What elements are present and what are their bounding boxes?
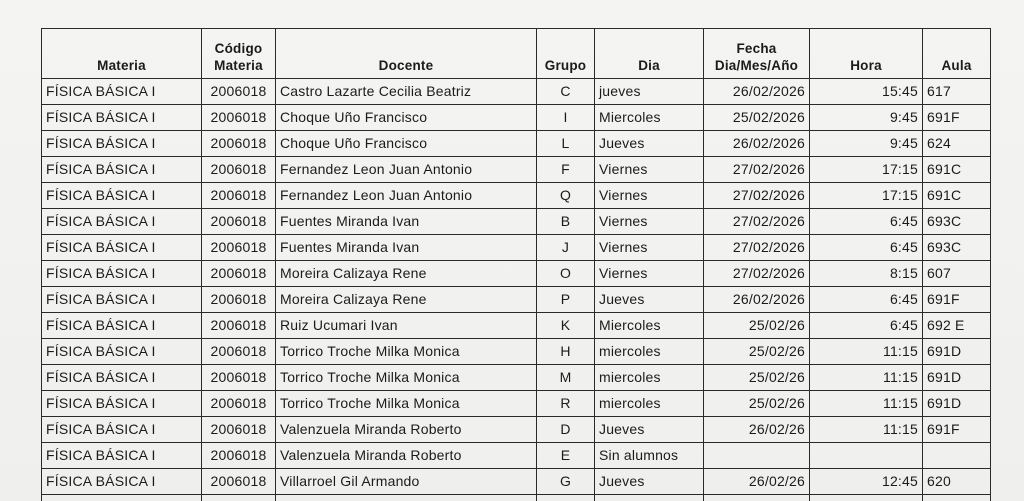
- cell-materia: FÍSICA BÁSICA I: [42, 105, 202, 131]
- table-row: [42, 391, 991, 417]
- cell-hora: 9:45: [810, 131, 923, 157]
- cell-fecha: 25/02/26: [704, 339, 810, 365]
- table-row: [42, 235, 991, 261]
- cell-hora: 6:45: [810, 287, 923, 313]
- cell-codigo: 2006018: [202, 157, 276, 183]
- table-row: [42, 131, 991, 157]
- cell-codigo: 2006018: [202, 443, 276, 469]
- cell-dia: Viernes: [595, 261, 704, 287]
- cell-codigo: 2006018: [202, 79, 276, 105]
- cell-materia: FÍSICA BÁSICA I: [42, 287, 202, 313]
- cell-grupo: R: [537, 391, 595, 417]
- cell-docente: Fernandez Leon Juan Antonio: [276, 157, 537, 183]
- cell-dia: Miercoles: [595, 313, 704, 339]
- partial-row-cut-off: [42, 495, 991, 501]
- header-fecha: [704, 29, 810, 79]
- cell-materia: FÍSICA BÁSICA I: [42, 417, 202, 443]
- cell-dia: Viernes: [595, 157, 704, 183]
- cell-dia: Jueves: [595, 287, 704, 313]
- empty-cell: [276, 495, 537, 501]
- cell-fecha: 26/02/2026: [704, 79, 810, 105]
- cell-docente: Fuentes Miranda Ivan: [276, 235, 537, 261]
- cell-aula: 691C: [923, 157, 991, 183]
- cell-grupo: O: [537, 261, 595, 287]
- table-row: [42, 105, 991, 131]
- cell-fecha: 27/02/2026: [704, 183, 810, 209]
- cell-materia: FÍSICA BÁSICA I: [42, 365, 202, 391]
- cell-grupo: H: [537, 339, 595, 365]
- cell-grupo: M: [537, 365, 595, 391]
- cell-hora: 17:15: [810, 157, 923, 183]
- cell-hora: 12:45: [810, 469, 923, 495]
- cell-codigo: 2006018: [202, 365, 276, 391]
- cell-codigo: 2006018: [202, 209, 276, 235]
- empty-cell: [923, 495, 991, 501]
- cell-materia: FÍSICA BÁSICA I: [42, 313, 202, 339]
- cell-aula: 691D: [923, 365, 991, 391]
- cell-docente: Torrico Troche Milka Monica: [276, 365, 537, 391]
- cell-fecha: 27/02/2026: [704, 235, 810, 261]
- cell-grupo: C: [537, 79, 595, 105]
- cell-fecha: 26/02/2026: [704, 131, 810, 157]
- cell-hora: 6:45: [810, 209, 923, 235]
- header-codigo: [202, 29, 276, 79]
- cell-aula: 620: [923, 469, 991, 495]
- cell-grupo: E: [537, 443, 595, 469]
- cell-docente: Castro Lazarte Cecilia Beatriz: [276, 79, 537, 105]
- cell-materia: FÍSICA BÁSICA I: [42, 131, 202, 157]
- table-row: [42, 469, 991, 495]
- cell-codigo: 2006018: [202, 105, 276, 131]
- table-row: [42, 417, 991, 443]
- header-hora: Hora: [810, 29, 923, 79]
- header-aula: Aula: [923, 29, 991, 79]
- cell-aula: 691D: [923, 339, 991, 365]
- cell-grupo: F: [537, 157, 595, 183]
- cell-hora: 8:15: [810, 261, 923, 287]
- cell-codigo: 2006018: [202, 417, 276, 443]
- empty-cell: [595, 495, 704, 501]
- cell-aula: 617: [923, 79, 991, 105]
- cell-dia: Sin alumnos: [595, 443, 704, 469]
- cell-codigo: 2006018: [202, 287, 276, 313]
- cell-materia: FÍSICA BÁSICA I: [42, 235, 202, 261]
- cell-docente: Choque Uño Francisco: [276, 105, 537, 131]
- cell-materia: FÍSICA BÁSICA I: [42, 79, 202, 105]
- header-grupo: Grupo: [537, 29, 595, 79]
- header-dia: Dia: [595, 29, 704, 79]
- header-codigo-line1: Código: [214, 41, 263, 56]
- cell-grupo: B: [537, 209, 595, 235]
- cell-aula: 607: [923, 261, 991, 287]
- cell-docente: Choque Uño Francisco: [276, 131, 537, 157]
- cell-fecha: 25/02/2026: [704, 105, 810, 131]
- cell-grupo: D: [537, 417, 595, 443]
- cell-dia: Jueves: [595, 417, 704, 443]
- cell-aula: 691D: [923, 391, 991, 417]
- cell-dia: Miercoles: [595, 105, 704, 131]
- cell-hora: 6:45: [810, 313, 923, 339]
- table-body: [42, 79, 991, 501]
- cell-dia: miercoles: [595, 339, 704, 365]
- cell-codigo: 2006018: [202, 261, 276, 287]
- cell-hora: 11:15: [810, 365, 923, 391]
- cell-fecha: 27/02/2026: [704, 157, 810, 183]
- cell-codigo: 2006018: [202, 183, 276, 209]
- cell-materia: FÍSICA BÁSICA I: [42, 469, 202, 495]
- cell-aula: 624: [923, 131, 991, 157]
- cell-aula: [923, 443, 991, 469]
- cell-docente: Torrico Troche Milka Monica: [276, 391, 537, 417]
- cell-materia: FÍSICA BÁSICA I: [42, 391, 202, 417]
- table-row: [42, 261, 991, 287]
- table-row: [42, 443, 991, 469]
- cell-fecha: 25/02/26: [704, 391, 810, 417]
- cell-dia: Viernes: [595, 235, 704, 261]
- cell-hora: 15:45: [810, 79, 923, 105]
- cell-grupo: P: [537, 287, 595, 313]
- cell-aula: 691C: [923, 183, 991, 209]
- empty-cell: [810, 495, 923, 501]
- empty-cell: [704, 495, 810, 501]
- cell-materia: FÍSICA BÁSICA I: [42, 443, 202, 469]
- cell-dia: Viernes: [595, 209, 704, 235]
- cell-aula: 691F: [923, 287, 991, 313]
- table-row: [42, 339, 991, 365]
- cell-hora: [810, 443, 923, 469]
- cell-dia: miercoles: [595, 365, 704, 391]
- cell-hora: 11:15: [810, 417, 923, 443]
- cell-hora: 11:15: [810, 339, 923, 365]
- cell-docente: Moreira Calizaya Rene: [276, 287, 537, 313]
- cell-codigo: 2006018: [202, 391, 276, 417]
- cell-docente: Fuentes Miranda Ivan: [276, 209, 537, 235]
- cell-fecha: 26/02/2026: [704, 287, 810, 313]
- cell-fecha: 25/02/26: [704, 313, 810, 339]
- cell-materia: FÍSICA BÁSICA I: [42, 183, 202, 209]
- empty-cell: [537, 495, 595, 501]
- cell-docente: Moreira Calizaya Rene: [276, 261, 537, 287]
- cell-docente: Valenzuela Miranda Roberto: [276, 443, 537, 469]
- cell-dia: miercoles: [595, 391, 704, 417]
- table-row: [42, 287, 991, 313]
- cell-dia: Jueves: [595, 131, 704, 157]
- cell-materia: FÍSICA BÁSICA I: [42, 339, 202, 365]
- cell-docente: Fernandez Leon Juan Antonio: [276, 183, 537, 209]
- cell-fecha: 27/02/2026: [704, 261, 810, 287]
- header-materia: Materia: [42, 29, 202, 79]
- cell-aula: 693C: [923, 209, 991, 235]
- cell-codigo: 2006018: [202, 313, 276, 339]
- cell-codigo: 2006018: [202, 235, 276, 261]
- cell-fecha: 27/02/2026: [704, 209, 810, 235]
- table-row: [42, 313, 991, 339]
- cell-materia: FÍSICA BÁSICA I: [42, 209, 202, 235]
- cell-dia: jueves: [595, 79, 704, 105]
- header-fecha-line1: Fecha: [736, 41, 777, 56]
- cell-hora: 9:45: [810, 105, 923, 131]
- cell-aula: 693C: [923, 235, 991, 261]
- empty-cell: [202, 495, 276, 501]
- empty-cell: [42, 495, 202, 501]
- cell-docente: Torrico Troche Milka Monica: [276, 339, 537, 365]
- cell-hora: 6:45: [810, 235, 923, 261]
- cell-grupo: K: [537, 313, 595, 339]
- cell-fecha: 25/02/26: [704, 365, 810, 391]
- header-row: [42, 29, 991, 79]
- cell-grupo: G: [537, 469, 595, 495]
- table-row: [42, 79, 991, 105]
- cell-grupo: J: [537, 235, 595, 261]
- cell-aula: 691F: [923, 417, 991, 443]
- cell-docente: Villarroel Gil Armando: [276, 469, 537, 495]
- cell-codigo: 2006018: [202, 131, 276, 157]
- table-row: [42, 183, 991, 209]
- header-docente: Docente: [276, 29, 537, 79]
- cell-aula: 691F: [923, 105, 991, 131]
- table-row: [42, 157, 991, 183]
- cell-materia: FÍSICA BÁSICA I: [42, 157, 202, 183]
- cell-fecha: 26/02/26: [704, 417, 810, 443]
- cell-fecha: [704, 443, 810, 469]
- cell-hora: 17:15: [810, 183, 923, 209]
- cell-dia: Viernes: [595, 183, 704, 209]
- cell-docente: Ruiz Ucumari Ivan: [276, 313, 537, 339]
- table-row: [42, 365, 991, 391]
- cell-grupo: L: [537, 131, 595, 157]
- header-fecha-line2: Dia/Mes/Año: [714, 58, 799, 73]
- schedule-table: [41, 28, 991, 501]
- cell-fecha: 26/02/26: [704, 469, 810, 495]
- cell-docente: Valenzuela Miranda Roberto: [276, 417, 537, 443]
- cell-grupo: Q: [537, 183, 595, 209]
- cell-materia: FÍSICA BÁSICA I: [42, 261, 202, 287]
- cell-dia: Jueves: [595, 469, 704, 495]
- table-row: [42, 209, 991, 235]
- cell-grupo: I: [537, 105, 595, 131]
- header-codigo-line2: Materia: [214, 58, 263, 73]
- cell-codigo: 2006018: [202, 339, 276, 365]
- cell-hora: 11:15: [810, 391, 923, 417]
- cell-aula: 692 E: [923, 313, 991, 339]
- cell-codigo: 2006018: [202, 469, 276, 495]
